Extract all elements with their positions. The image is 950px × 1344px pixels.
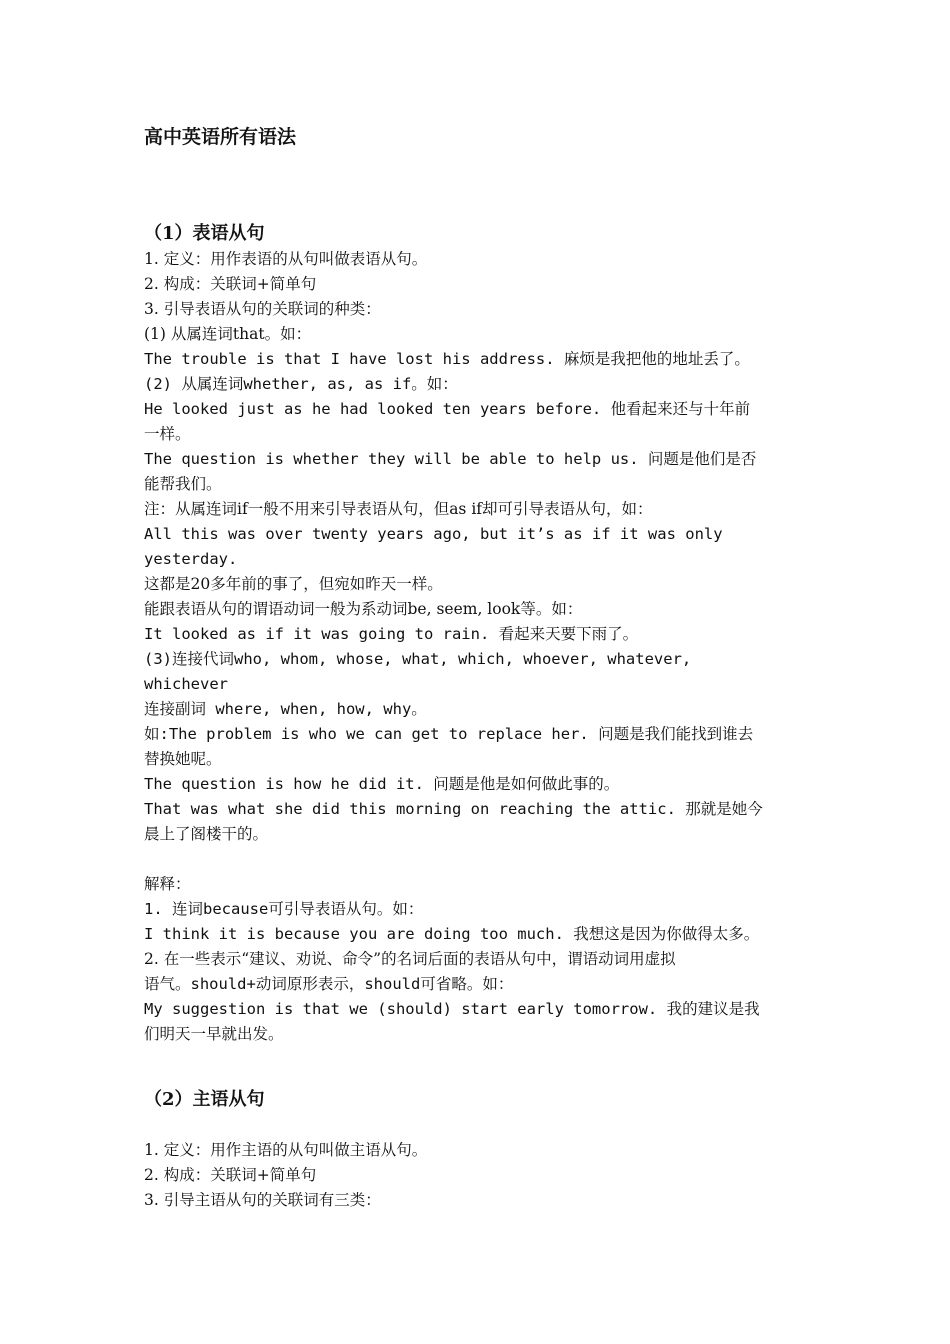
text-line: 2. 构成：关联词+简单句 — [144, 275, 317, 293]
text-line: 1. 定义：用作主语的从句叫做主语从句。 — [144, 1141, 428, 1159]
document-title: 高中英语所有语法 — [144, 126, 297, 148]
text-line: I think it is because you are doing too much. 我想这是因为你做得太多。 — [144, 925, 760, 943]
section-predicative-clause — [144, 221, 824, 1047]
text-line — [144, 1113, 824, 1138]
section-heading: （2）主语从句 — [144, 1089, 265, 1110]
text-line: 如:The problem is who we can get to replace her. 问题是我们能找到谁去 — [144, 725, 754, 743]
text-line: 1. 定义：用作表语的从句叫做表语从句。 — [144, 250, 428, 268]
text-line: The question is whether they will be able to help us. 问题是他们是否 — [144, 450, 757, 468]
text-line: That was what she did this morning on reaching the attic. 那就是她今 — [144, 800, 763, 818]
text-line: 能帮我们。 — [144, 475, 222, 493]
section-subject-clause — [144, 1087, 824, 1213]
text-line: 3. 引导主语从句的关联词有三类： — [144, 1191, 381, 1209]
text-line: 晨上了阁楼干的。 — [144, 825, 269, 843]
text-line: The question is how he did it. 问题是他是如何做此事的。 — [144, 775, 620, 793]
text-line: 一样。 — [144, 425, 191, 443]
text-line: 2. 在一些表示“建议、劝说、命令”的名词后面的表语从句中，谓语动词用虚拟 — [144, 950, 676, 968]
section-lines — [144, 1113, 824, 1213]
text-line: (3)连接代词who, whom, whose, what, which, whoever, whatever, — [144, 650, 692, 668]
text-line: (1) 从属连词that。如： — [144, 325, 312, 343]
text-line: 能跟表语从句的谓语动词一般为系动词be, seem, look等。如： — [144, 600, 583, 618]
text-line: 3. 引导表语从句的关联词的种类： — [144, 300, 381, 318]
text-line — [144, 847, 824, 872]
section-heading: （1）表语从句 — [144, 223, 265, 244]
text-line: 注：从属连词if一般不用来引导表语从句，但as if却可引导表语从句，如： — [144, 500, 653, 518]
text-line: It looked as if it was going to rain. 看起来天要下雨了。 — [144, 625, 639, 643]
text-line: All this was over twenty years ago, but it’s as if it was only — [144, 525, 723, 543]
text-line: He looked just as he had looked ten years before. 他看起来还与十年前 — [144, 400, 751, 418]
text-line: 替换她呢。 — [144, 750, 222, 768]
text-line: 2. 构成：关联词+简单句 — [144, 1166, 317, 1184]
text-line: 解释： — [144, 875, 191, 893]
text-line: 连接副词 where, when, how, why。 — [144, 700, 427, 718]
text-line: 这都是20多年前的事了，但宛如昨天一样。 — [144, 575, 443, 593]
text-line: (2) 从属连词whether, as, as if。如： — [144, 375, 458, 393]
section-lines — [144, 247, 824, 1047]
text-line: 语气。should+动词原形表示，should可省略。如： — [144, 975, 514, 993]
text-line: 们明天一早就出发。 — [144, 1025, 284, 1043]
text-line: whichever — [144, 675, 228, 693]
text-line: The trouble is that I have lost his address. 麻烦是我把他的地址丢了。 — [144, 350, 750, 368]
text-line: yesterday. — [144, 550, 238, 568]
text-line: 1. 连词because可引导表语从句。如： — [144, 900, 424, 918]
text-line: My suggestion is that we (should) start early tomorrow. 我的建议是我 — [144, 1000, 760, 1018]
